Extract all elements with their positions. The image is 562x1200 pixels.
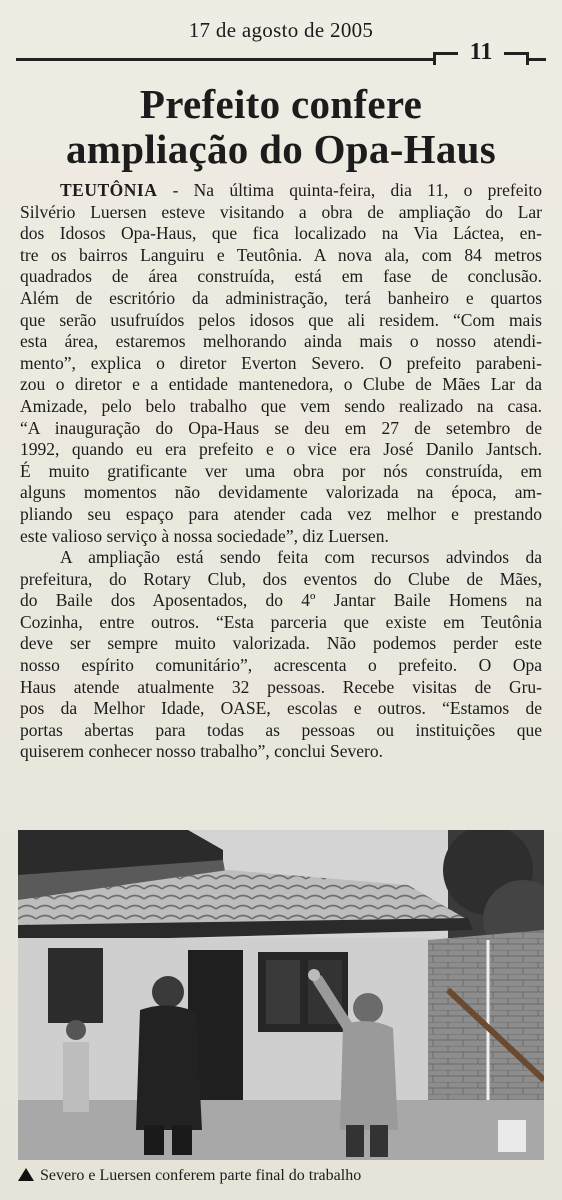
article-paragraph-2 (20, 547, 542, 763)
photo-caption-text: Severo e Luersen conferem parte final do trabalho (40, 1167, 362, 1184)
article-line: este valioso serviço à nossa sociedade”, diz Luersen. (20, 525, 389, 546)
article-line: nosso espírito comunitário”, acrescenta o prefeito. O Opa (20, 655, 542, 676)
article-body (20, 180, 542, 763)
article-line: pos da Melhor Idade, OASE, escolas e outros. “Estamos de (20, 698, 542, 719)
article-kicker: TEUTÔNIA (60, 180, 158, 200)
issue-date: 17 de agosto de 2005 (188, 18, 374, 42)
article-line: portas abertas para todas as pessoas ou instituições que (20, 719, 542, 740)
article-line: pliando seu espaço para atender cada vez melhor e prestando (20, 503, 542, 524)
article-line: Haus atende atualmente 32 pessoas. Recebe visitas de Gru- (20, 676, 542, 697)
article-paragraph-1 (20, 180, 542, 547)
page-bracket-right (504, 52, 529, 65)
article-line: 1992, quando eu era prefeito e o vice era José Danilo Jantsch. (20, 439, 542, 460)
article-line: deve ser sempre muito valorizada. Não podemos perder este (20, 633, 542, 654)
article-line: alguns momentos não devidamente valorizada na época, am- (20, 482, 542, 503)
article-line: “A inauguração do Opa-Haus se deu em 27 de setembro de (20, 417, 542, 438)
article-line: zou o diretor e a entidade mantenedora, o Clube de Mães Lar da (20, 374, 542, 395)
page-number: 11 (469, 39, 493, 65)
headline (0, 82, 562, 172)
article-line: Silvério Luersen esteve visitando a obra de ampliação do Lar (20, 201, 542, 222)
article-line (20, 180, 542, 202)
photo-caption (18, 1166, 544, 1186)
article-line: quadrados de área construída, está em fase de conclusão. (20, 266, 542, 287)
article-line: tre os bairros Languiru e Teutônia. A nova ala, com 84 metros (20, 244, 542, 265)
article-line: A ampliação está sendo feita com recursos advindos da (60, 547, 542, 568)
article-line: quiserem conhecer nosso trabalho”, conclui Severo. (20, 741, 383, 762)
article-line: do Baile dos Aposentados, do 4º Jantar Baile Homens na (20, 590, 542, 611)
article-line: que serão usufruídos pelos idosos que ali residem. “Com mais (20, 309, 542, 330)
photo-illustration (18, 830, 544, 1160)
article-line: Além de escritório da administração, terá banheiro e quartos (20, 287, 542, 308)
article-line: esta área, estaremos melhorando ainda mais o nosso atendi- (20, 331, 542, 352)
article-line: dos Idosos Opa-Haus, que fica localizado na Via Láctea, en- (20, 223, 542, 244)
page-bracket-left (433, 52, 458, 65)
headline-line-1: Prefeito confere (139, 81, 423, 127)
headline-line-2: ampliação do Opa-Haus (65, 126, 497, 172)
article-line: É muito gratificante ver uma obra por nós construída, em (20, 460, 542, 481)
page-number-box (433, 39, 529, 66)
article-line: mento”, explica o diretor Everton Severo. O prefeito parabeni- (20, 352, 542, 373)
article-photo (18, 830, 544, 1160)
article-line: Amizade, pelo belo trabalho que vem sendo realizado na casa. (20, 395, 542, 416)
article-line-text: - Na última quinta-feira, dia 11, o prefeito (157, 180, 542, 200)
article-line: prefeitura, do Rotary Club, dos eventos do Clube de Mães, (20, 568, 542, 589)
article-line: Cozinha, entre outros. “Esta parceria que existe em Teutônia (20, 611, 542, 632)
triangle-pointer-icon (18, 1168, 34, 1181)
